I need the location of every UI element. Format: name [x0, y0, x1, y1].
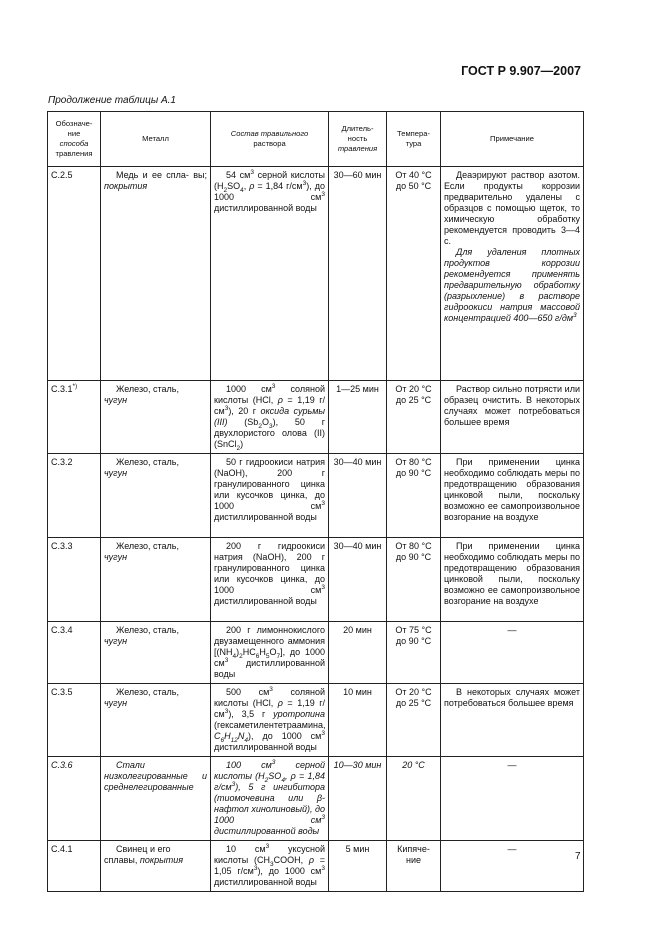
table-row: [48, 622, 584, 684]
solution-cell: 54 $см^3$ серной кислоты ($H_2SO_4$, ρ = 1,84 $г/см^3$), до 1000 $см^3$ дистиллированной воды: [211, 167, 329, 381]
note-cell: —: [441, 841, 584, 892]
table-row: [48, 841, 584, 892]
table-row: [48, 684, 584, 757]
duration-cell: 30—60 мин: [329, 167, 387, 381]
unit-superscript: 3: [573, 312, 577, 319]
temperature-cell: От 20 °С до 25 °С: [387, 684, 441, 757]
method-code: C.3.3: [48, 538, 101, 622]
col-header-solution: Состав травильного раствора: [211, 112, 329, 167]
solution-cell: 500 $см^3$ соляной кислоты (HCl, ρ = 1,19 $г/см^3$), 3,5 г уротропина (гексаметилентетраамина, $C_6H_{12}N_4$), до 1000 $см^3$ дистиллированной воды: [211, 684, 329, 757]
note-cell: В некоторых случаях может потребоваться большее время: [441, 684, 584, 757]
temperature-cell: 20 °С: [387, 757, 441, 841]
method-code: C.3.4: [48, 622, 101, 684]
temperature-cell: От 80 °С до 90 °С: [387, 454, 441, 538]
method-code: C.2.5: [48, 167, 101, 381]
duration-cell: 1—25 мин: [329, 381, 387, 454]
table-header-row: [48, 112, 584, 167]
duration-cell: 20 мин: [329, 622, 387, 684]
note-cell: При применении цинка необходимо соблюдать меры по предотвращению образования цинковой пыли, поскольку возможно ее самопроизвольное возгорание на воздухе: [441, 538, 584, 622]
col-header-duration: Длитель- ность травления: [329, 112, 387, 167]
solution-cell: 100 $см^3$ серной кислоты ($H_2SO_4$, ρ = 1,84 $г/см^3$), 5 г ингибитора (тиомочевина или β-нафтол хинолиновый), до 1000 $см^3$ дистиллированной воды: [211, 757, 329, 841]
metal-cell: Свинец и его сплавы, покрытия: [101, 841, 211, 892]
note-cell: Деаэрируют раствор азотом. Если продукты коррозии предварительно удалены с образцов с помощью щеток, то химическую обработку рекомендуется проводить 3—4 с. Для удаления плотных продуктов коррозии рекомендуется применять предварительную обработку (разрыхление) в растворе гидроокиси натрия массовой концентрацией 400—650 $г/дм^3$: [441, 167, 584, 381]
solution-cell: 1000 $см^3$ соляной кислоты (HCl, ρ = 1,19 $г/см^3$), 20 г оксида сурьмы (III) $(Sb_2O_3)$, 50 г двухлористого олова (II) (SnCl$_2$): [211, 381, 329, 454]
note-cell: При применении цинка необходимо соблюдать меры по предотвращению образования цинковой пыли, поскольку возможно ее самопроизвольное возгорание на воздухе: [441, 454, 584, 538]
method-code: C.3.6: [48, 757, 101, 841]
metal-cell: Железо, сталь, чугун: [101, 381, 211, 454]
table-row: [48, 167, 584, 381]
solution-cell: 50 г гидроокиси натрия (NaOH), 200 г гранулированного цинка или кусочков цинка, до 1000 $см^3$ дистиллированной воды: [211, 454, 329, 538]
table-caption: Продолжение таблицы А.1: [48, 95, 176, 106]
temperature-cell: От 80 °С до 90 °С: [387, 538, 441, 622]
solution-cell: 200 г лимоннокислого двузамещенного аммония $[(NH_4)_2HC_6H_5O_7]$, до 1000 $см^3$ дистиллированной воды: [211, 622, 329, 684]
temperature-cell: От 40 °С до 50 °С: [387, 167, 441, 381]
solution-cell: 10 $см^3$ уксусной кислоты ($CH_3COOH$, ρ = 1,05 $г/см^3$), до 1000 $см^3$ дистиллированной воды: [211, 841, 329, 892]
metal-cell: Железо, сталь, чугун: [101, 538, 211, 622]
duration-cell: 10—30 мин: [329, 757, 387, 841]
col-header-metal: Металл: [101, 112, 211, 167]
temperature-cell: От 20 °С до 25 °С: [387, 381, 441, 454]
document-id: ГОСТ Р 9.907—2007: [461, 64, 581, 78]
page-number: 7: [575, 851, 581, 862]
metal-cell: Железо, сталь, чугун: [101, 454, 211, 538]
metal-cell: Железо, сталь, чугун: [101, 684, 211, 757]
note-cell: —: [441, 757, 584, 841]
duration-cell: 30—40 мин: [329, 538, 387, 622]
etching-table: [47, 111, 584, 892]
temperature-cell: От 75 °С до 90 °С: [387, 622, 441, 684]
method-code: C.3.1*): [48, 381, 101, 454]
table-row: [48, 757, 584, 841]
method-code: C.3.5: [48, 684, 101, 757]
method-code: C.3.2: [48, 454, 101, 538]
solution-cell: 200 г гидроокиси натрия (NaOH), 200 г гранулированного цинка или кусочков цинка, до 1000 $см^3$ дистиллированной воды: [211, 538, 329, 622]
temperature-cell: Кипяче- ние: [387, 841, 441, 892]
duration-cell: 30—40 мин: [329, 454, 387, 538]
col-header-temperature: Темпера- тура: [387, 112, 441, 167]
metal-cell: Медь и ее спла- вы; покрытия: [101, 167, 211, 381]
table-row: [48, 381, 584, 454]
duration-cell: 10 мин: [329, 684, 387, 757]
col-header-note: Примечание: [441, 112, 584, 167]
metal-cell: Стали низколегированные и среднелегированные: [101, 757, 211, 841]
method-code: C.4.1: [48, 841, 101, 892]
note-cell: Раствор сильно потрясти или образец очистить. В некоторых случаях может потребоваться большее время: [441, 381, 584, 454]
table-row: [48, 454, 584, 538]
metal-cell: Железо, сталь, чугун: [101, 622, 211, 684]
col-header-code: Обозначе- ние способа травления: [48, 112, 101, 167]
duration-cell: 5 мин: [329, 841, 387, 892]
note-cell: —: [441, 622, 584, 684]
table-row: [48, 538, 584, 622]
